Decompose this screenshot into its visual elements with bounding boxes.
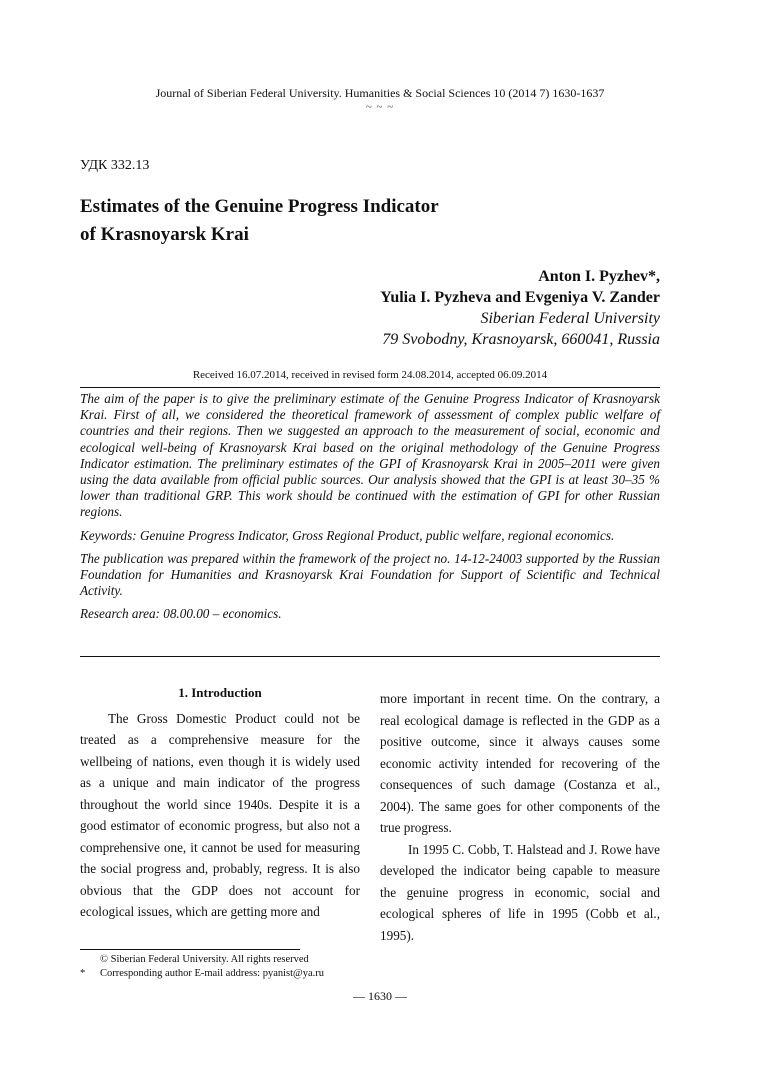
cobb-paragraph: In 1995 C. Cobb, T. Halstead and J. Rowe have developed the indicator being capable to measure the genuine progress in economic, social and ecological spheres of life in 1995 (Cobb et al., 1995). xyxy=(380,841,660,943)
title-line-1: Estimates of the Genuine Progress Indicator xyxy=(80,196,439,217)
keywords: Keywords: Genuine Progress Indicator, Gross Regional Product, public welfare, regional economics. xyxy=(80,527,615,543)
address: 79 Svobodny, Krasnoyarsk, 660041, Russia xyxy=(382,331,660,348)
research-area: Research area: 08.00.00 – economics. xyxy=(80,606,282,622)
journal-header: Journal of Siberian Federal University. Humanities & Social Sciences 10 (2014 7) 1630-1637 xyxy=(155,86,605,100)
intro-paragraph: The Gross Domestic Product could not be treated as a comprehensive measure for the wellbeing of nations, even though it is widely used as a unique and main indicator of the progress throughout the world since 1940s. Despite it is a good estimator of economic progress, but also not a comprehensive one, it cannot be used for measuring the social progress and, probably, regress. It is also obvious that the GDP does not account for ecological issues, which are getting more and xyxy=(80,710,360,919)
abstract-top-rule xyxy=(80,387,660,388)
abstract-block xyxy=(80,391,660,630)
author-line-2: Yulia I. Pyzheva and Evgeniya V. Zander xyxy=(380,289,660,306)
continued-paragraph: more important in recent time. On the contrary, a real ecological damage is reflected in the GDP as a positive outcome, since it always causes some economic activity intended for recovering of the consequences of such damage (Costanza et al., 2004). The same goes for other components of the true progress. xyxy=(380,691,660,835)
footnotes xyxy=(80,953,324,981)
header-ornament: ~ ~ ~ xyxy=(365,101,395,113)
asterisk-mark: * xyxy=(80,968,86,979)
abstract-text: The aim of the paper is to give the preliminary estimate of the Genuine Progress Indicator of Krasnoyarsk Krai. First of all, we considered the theoretical framework of assessment of complex public welfare of countries and their regions. Then we suggested an approach to the measurement of social, economic and ecological well-being of Krasnoyarsk Krai based on the original methodology of the Genuine Progress Indicator estimation. The preliminary estimates of the GPI of Krasnoyarsk Krai in 2005–2011 were given using the data available from official public sources. Our analysis showed that the GPI is at least 30–35 % lower than traditional GRP. This work should be continued with the estimation of GPI for other Russian regions. xyxy=(80,391,660,520)
author-line-1: Anton I. Pyzhev*, xyxy=(538,268,660,285)
paper-title xyxy=(80,193,640,249)
left-column xyxy=(80,682,360,923)
received-dates: Received 16.07.2014, received in revised form 24.08.2014, accepted 06.09.2014 xyxy=(192,369,548,381)
title-line-2: of Krasnoyarsk Krai xyxy=(80,224,249,245)
funding-note: The publication was prepared within the framework of the project no. 14-12-24003 supported by the Russian Foundation for Humanities and Krasnoyarsk Krai Foundation for Support of Scientific and Technical Activity. xyxy=(80,550,660,599)
corresponding-email: Corresponding author E-mail address: pyanist@ya.ru xyxy=(100,968,324,979)
copyright-text: © Siberian Federal University. All rights reserved xyxy=(100,954,309,965)
footnote-rule xyxy=(80,949,300,950)
right-column xyxy=(380,688,660,946)
page-number: — 1630 — xyxy=(353,989,407,1003)
section-heading: 1. Introduction xyxy=(178,685,262,700)
author-block xyxy=(380,266,660,350)
footnote-corresponding xyxy=(80,967,324,981)
udk-code: УДК 332.13 xyxy=(80,158,150,173)
footnote-copyright xyxy=(80,953,324,967)
abstract-bottom-rule xyxy=(80,656,660,657)
affiliation: Siberian Federal University xyxy=(480,310,660,327)
